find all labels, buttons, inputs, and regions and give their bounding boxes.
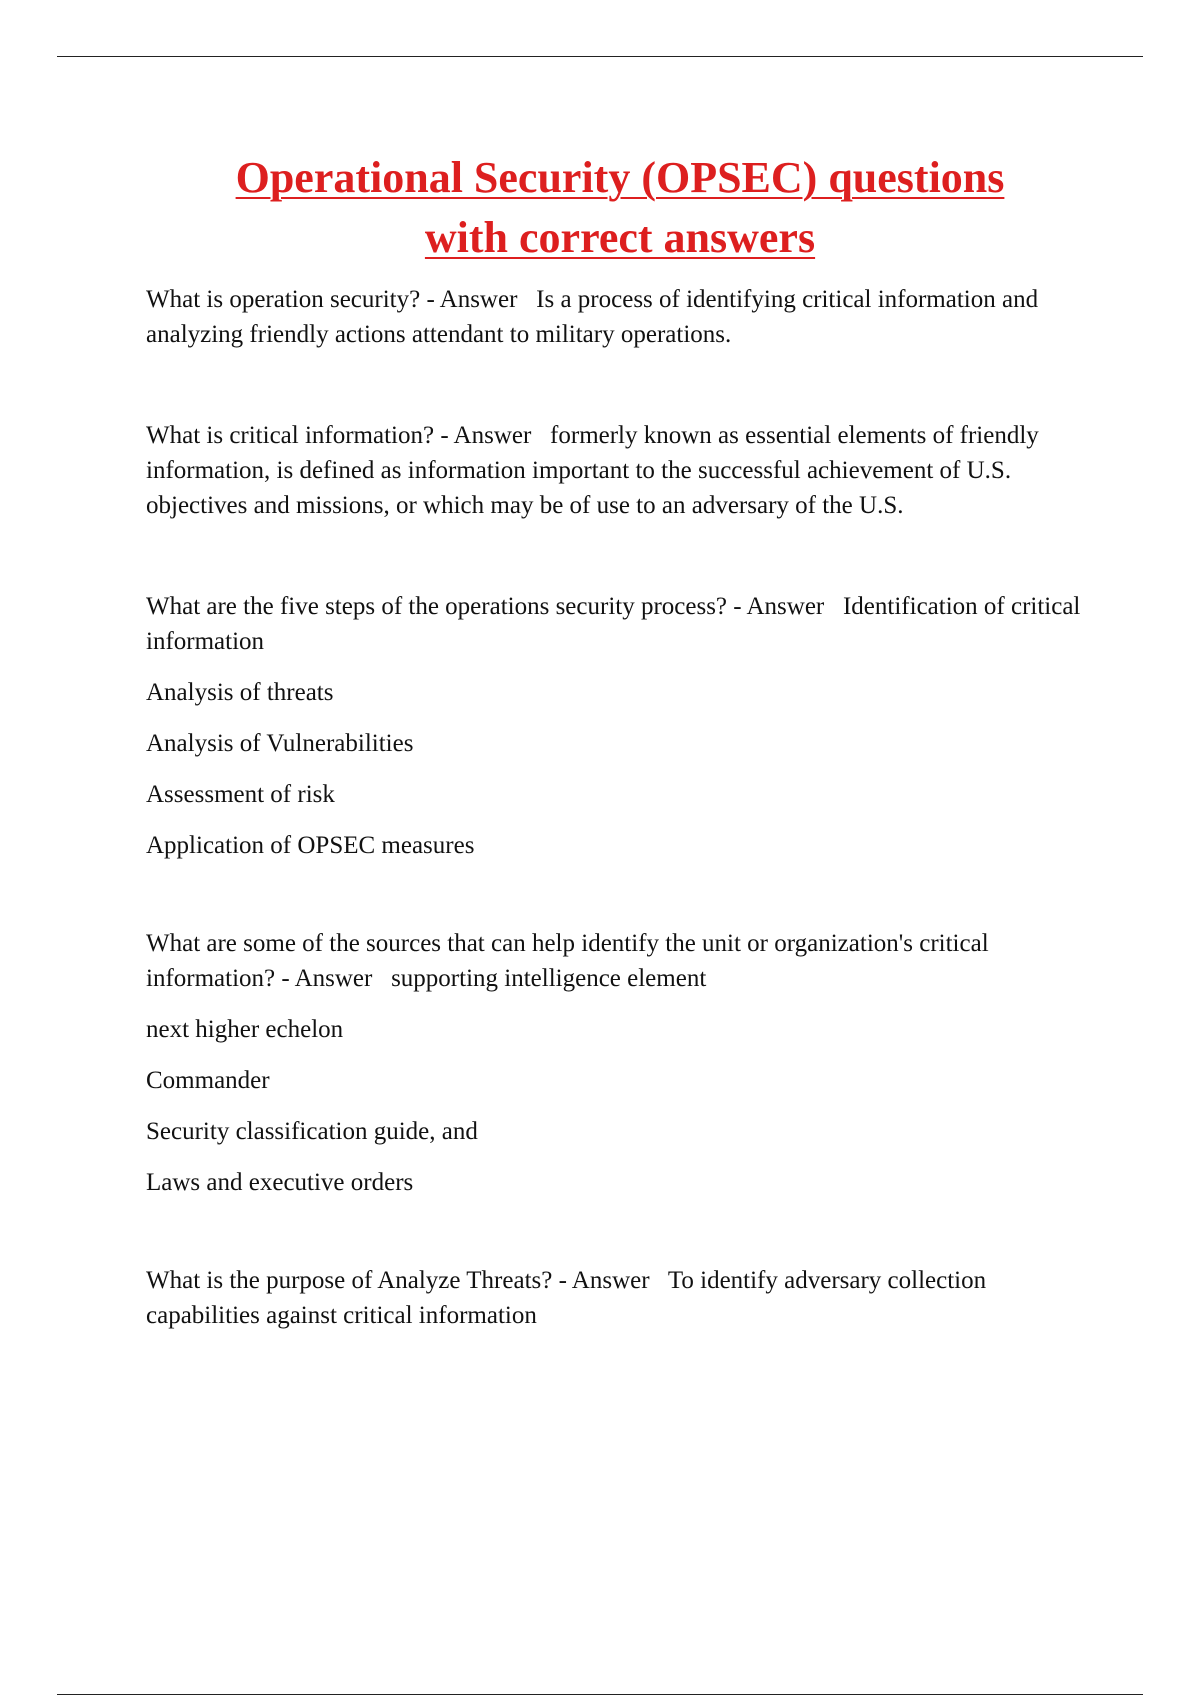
answer-line: Commander <box>146 1067 270 1094</box>
qa-item-1 <box>146 282 1096 352</box>
qa-item-2 <box>146 418 1096 523</box>
qa-item-4 <box>146 926 1096 1200</box>
qa-text: What are the five steps of the operations security process? - Answer Identification of critical information <box>146 593 1087 655</box>
answer-line: Laws and executive orders <box>146 1169 414 1196</box>
answer-line: next higher echelon <box>146 1016 344 1043</box>
title-line-1: Operational Security (OPSEC) questions <box>235 153 1005 202</box>
document-body <box>146 148 1096 1333</box>
qa-text: What is operation security? - Answer Is a process of identifying critical information and analyzing friendly actions attendant to military operations. <box>146 286 1045 348</box>
answer-line: Analysis of threats <box>146 679 334 706</box>
answer-line: Assessment of risk <box>146 781 335 808</box>
answer-line: Security classification guide, and <box>146 1118 478 1145</box>
title-line-2: with correct answers <box>424 213 816 262</box>
qa-item-3 <box>146 589 1096 863</box>
top-rule <box>57 56 1143 57</box>
qa-text: What is critical information? - Answer formerly known as essential elements of friendly information, is defined as information important to the successful achievement of U.S. objectives and missions, or which may be of use to an adversary of the U.S. <box>146 422 1046 519</box>
qa-text: What are some of the sources that can help identify the unit or organization's critical information? - Answer supporting intelligence element <box>146 930 995 992</box>
qa-item-5 <box>146 1263 1096 1333</box>
answer-line: Analysis of Vulnerabilities <box>146 730 414 757</box>
qa-text: What is the purpose of Analyze Threats? - Answer To identify adversary collection capabilities against critical information <box>146 1267 993 1329</box>
answer-line: Application of OPSEC measures <box>146 832 475 859</box>
page-title <box>130 148 1110 268</box>
bottom-rule <box>57 1694 1143 1695</box>
